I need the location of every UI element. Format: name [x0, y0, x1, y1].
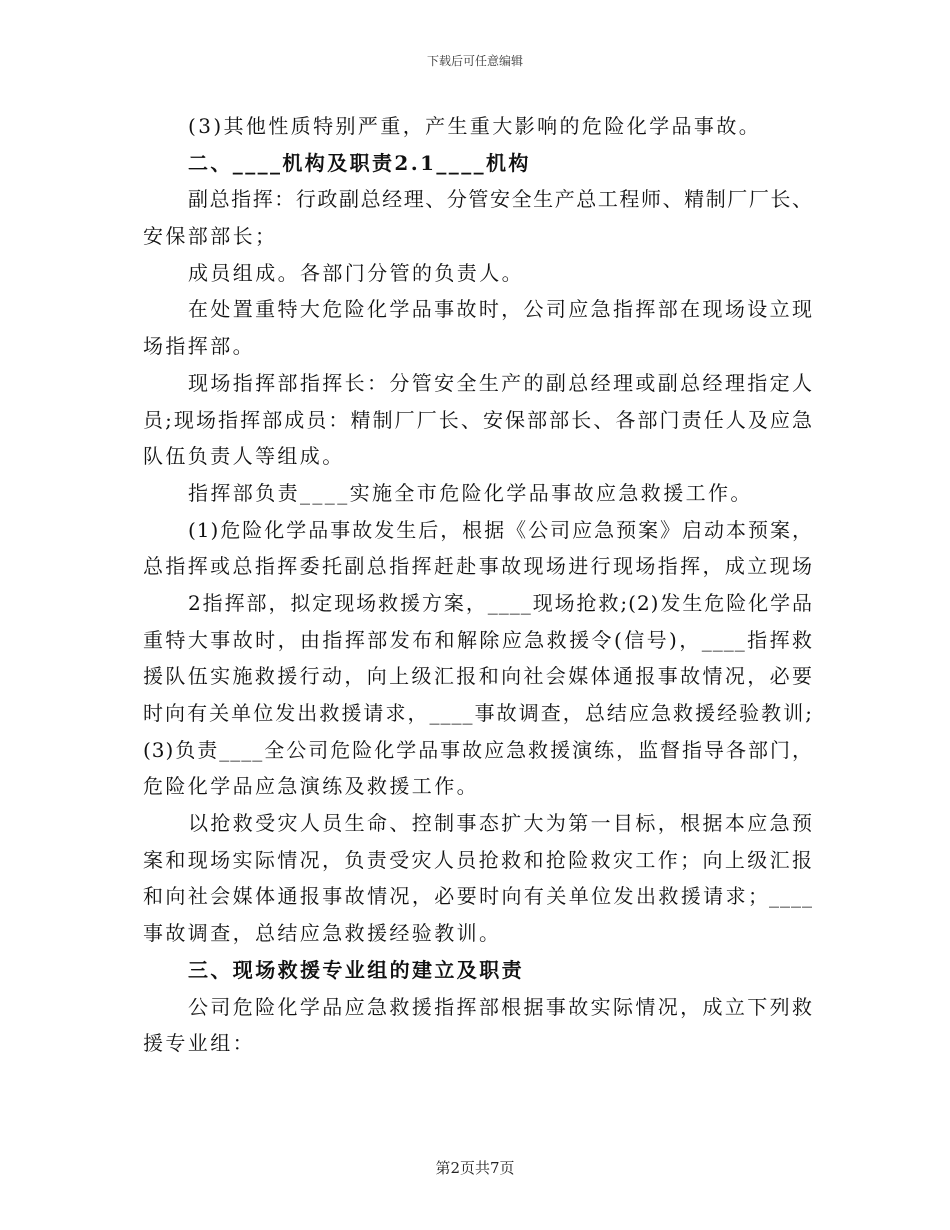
body-line: 安保部部长；	[143, 224, 278, 249]
body-line: 事故调查，总结应急救援经验教训。	[143, 921, 502, 946]
body-line: 总指挥或总指挥委托副总指挥赶赴事故现场进行现场指挥，成立现场	[143, 554, 813, 579]
page-footer: 第2页共7页	[435, 1159, 515, 1177]
body-line: 成员组成。各部门分管的负责人。	[188, 260, 524, 285]
body-line: 重特大事故时，由指挥部发布和解除应急救援令(信号)，____指挥救	[143, 627, 813, 652]
body-line: (3)负责____全公司危险化学品事故应急救援演练，监督指导各部门，	[143, 737, 813, 762]
document-body	[143, 108, 813, 1062]
body-line: (3)其他性质特别严重，产生重大影响的危险化学品事故。	[188, 114, 762, 138]
body-line: 场指挥部。	[143, 334, 255, 359]
body-line: 时向有关单位发出救援请求，____事故调查，总结应急救援经验教训;	[143, 701, 813, 725]
section-heading: 二、____机构及职责2.1____机构	[188, 150, 531, 175]
body-line: 公司危险化学品应急救援指挥部根据事故实际情况，成立下列救	[188, 994, 813, 1019]
body-line: 副总指挥：行政副总经理、分管安全生产总工程师、精制厂厂长、	[188, 187, 813, 212]
body-line: 现场指挥部指挥长：分管安全生产的副总经理或副总经理指定人	[188, 370, 813, 395]
body-line: 员;现场指挥部成员：精制厂厂长、安保部部长、各部门责任人及应急	[143, 407, 813, 432]
body-line: 在处置重特大危险化学品事故时，公司应急指挥部在现场设立现	[188, 297, 813, 322]
body-line: 和向社会媒体通报事故情况，必要时向有关单位发出救援请求；____	[143, 884, 813, 909]
body-line: 危险化学品应急演练及救援工作。	[143, 774, 479, 799]
body-line: 2指挥部，拟定现场救援方案，____现场抢救;(2)发生危险化学品	[188, 590, 813, 615]
page-header: 下载后可任意编辑	[426, 54, 523, 68]
body-line: 指挥部负责____实施全市危险化学品事故应急救援工作。	[188, 480, 753, 505]
body-line: 案和现场实际情况，负责受灾人员抢救和抢险救灾工作；向上级汇报	[143, 847, 813, 872]
section-heading: 三、现场救援专业组的建立及职责	[188, 957, 524, 982]
body-line: 援专业组：	[143, 1031, 255, 1056]
body-line: 以抢救受灾人员生命、控制事态扩大为第一目标，根据本应急预	[188, 811, 813, 836]
body-line: 援队伍实施救援行动，向上级汇报和向社会媒体通报事故情况，必要	[143, 664, 813, 689]
body-line: (1)危险化学品事故发生后，根据《公司应急预案》启动本预案，	[188, 517, 813, 542]
body-line: 队伍负责人等组成。	[143, 444, 345, 469]
